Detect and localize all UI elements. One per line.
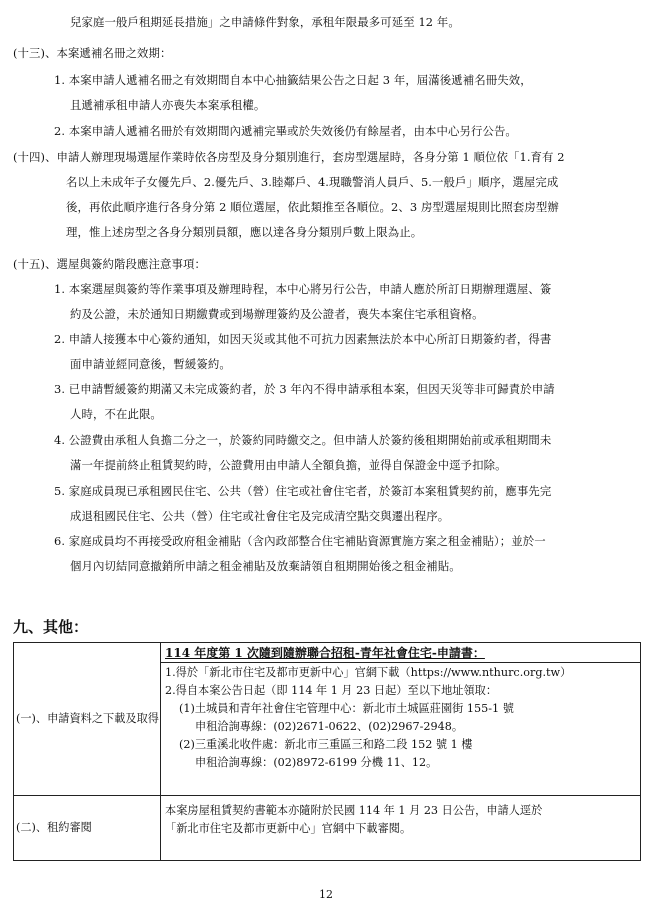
- row1-form-title: 114 年度第 1 次隨到隨辦聯合招租-青年社會住宅-申請書：: [165, 646, 485, 660]
- row1-content: [161, 643, 641, 796]
- row2-line1: 本案房屋租賃契約書範本亦隨附於民國 114 年 1 月 23 日公告，申請人逕於: [165, 804, 543, 817]
- section9-heading: 九、其他：: [13, 618, 89, 636]
- item15-sub5-line1: 5. 家庭成員現已承租國民住宅、公共（營）住宅或社會住宅者，於簽訂本案租賃契約前，應事先完: [54, 484, 552, 498]
- item15-sub3-line1: 3. 已申請暫緩簽約期滿又未完成簽約者，於 3 年內不得申請承租本案，但因天災等非可歸責於申請: [54, 382, 555, 396]
- item15-sub4-line1: 4. 公證費由承租人負擔二分之一，於簽約同時繳交之。但申請人於簽約後租期開始前或承租期間未: [54, 433, 552, 447]
- item15-sub2-line1: 2. 申請人接獲本中心簽約通知，如因天災或其他不可抗力因素無法於本中心所訂日期簽約者，得書: [54, 332, 552, 346]
- row1-line3: (1)土城員和青年社會住宅管理中心：新北市土城區莊園街 155-1 號: [179, 702, 514, 715]
- row2-label-text: (二)、租約審閱: [16, 821, 92, 834]
- item13-sub1-line2: 且遞補承租申請人亦喪失本案承租權。: [70, 98, 266, 112]
- item15-sub1-line1: 1. 本案選屋與簽約等作業事項及辦理時程，本中心將另行公告，申請人應於所訂日期辦理選屋、簽: [54, 282, 552, 296]
- item15-sub5-line2: 成退租國民住宅、公共（營）住宅或社會住宅及完成清空點交與遷出程序。: [70, 509, 450, 523]
- item15-sub6-line2: 個月內切結同意撤銷所申請之租金補貼及放棄請領自租期開始後之租金補貼。: [70, 559, 461, 573]
- row2-line2: 「新北市住宅及都市更新中心」官網中下載審閱。: [165, 822, 412, 835]
- row1-line5: (2)三重溪北收件處：新北市三重區三和路二段 152 號 1 樓: [179, 738, 473, 751]
- table-row: [14, 796, 641, 861]
- row1-line4: 申租洽詢專線：(02)2671-0622、(02)2967-2948。: [195, 720, 464, 733]
- row1-line6: 申租洽詢專線：(02)8972-6199 分機 11、12。: [195, 756, 438, 769]
- item15-title: (十五)、選屋與簽約階段應注意事項：: [13, 257, 206, 271]
- item14-line2: 名以上未成年子女優先戶、2.優先戶、3.睦鄰戶、4.現職警消人員戶、5.一般戶」順序，選屋完成: [66, 175, 559, 189]
- item15-sub6-line1: 6. 家庭成員均不再接受政府租金補貼（含內政部整合住宅補貼資源實施方案之租金補貼）；並於一: [54, 534, 546, 548]
- table-row: [14, 643, 641, 796]
- row2-content: [161, 796, 641, 861]
- row1-label: [14, 643, 161, 796]
- row2-label: [14, 796, 161, 861]
- item14-line3: 後，再依此順序進行各身分第 2 順位選屋，依此類推至各順位。2、3 房型選屋規則比照套房型辦: [66, 200, 559, 214]
- item15-sub1-line2: 約及公證，未於通知日期繳費或到場辦理簽約及公證者，喪失本案住宅承租資格。: [70, 307, 484, 321]
- row1-line1: 1.得於「新北市住宅及都市更新中心」官網下載（https://www.nthurc.org.tw）: [165, 666, 572, 679]
- row1-label-text: (一)、申請資料之下載及取得: [16, 712, 159, 725]
- item15-sub2-line2: 面申請並經同意後，暫緩簽約。: [70, 357, 231, 371]
- other-info-table: [13, 642, 641, 861]
- item14-line1: (十四)、申請人辦理現場選屋作業時依各房型及身分類別進行，套房型選屋時，各身分第 1 順位依「1.育有 2: [13, 150, 565, 164]
- item15-sub4-line2: 滿一年提前終止租賃契約時，公證費用由申請人全額負擔，並得自保證金中逕予扣除。: [70, 458, 507, 472]
- row1-line2: 2.得自本案公告日起（即 114 年 1 月 23 日起）至以下地址領取：: [165, 684, 498, 697]
- item13-sub2-line1: 2. 本案申請人遞補名冊於有效期間內遞補完畢或於失效後仍有餘屋者，由本中心另行公告。: [54, 124, 517, 138]
- page-number: 12: [319, 888, 333, 901]
- item15-sub3-line2: 人時，不在此限。: [70, 407, 162, 421]
- top-continuation-line: 兒家庭一般戶租期延長措施」之申請條件對象，承租年限最多可延至 12 年。: [70, 15, 460, 29]
- item13-sub1-line1: 1. 本案申請人遞補名冊之有效期間自本中心抽籤結果公告之日起 3 年，屆滿後遞補名冊失效，: [54, 73, 532, 87]
- item13-title: (十三)、本案遞補名冊之效期：: [13, 46, 172, 60]
- item14-line4: 理，惟上述房型之各身分類別員額，應以達各身分類別戶數上限為止。: [66, 225, 423, 239]
